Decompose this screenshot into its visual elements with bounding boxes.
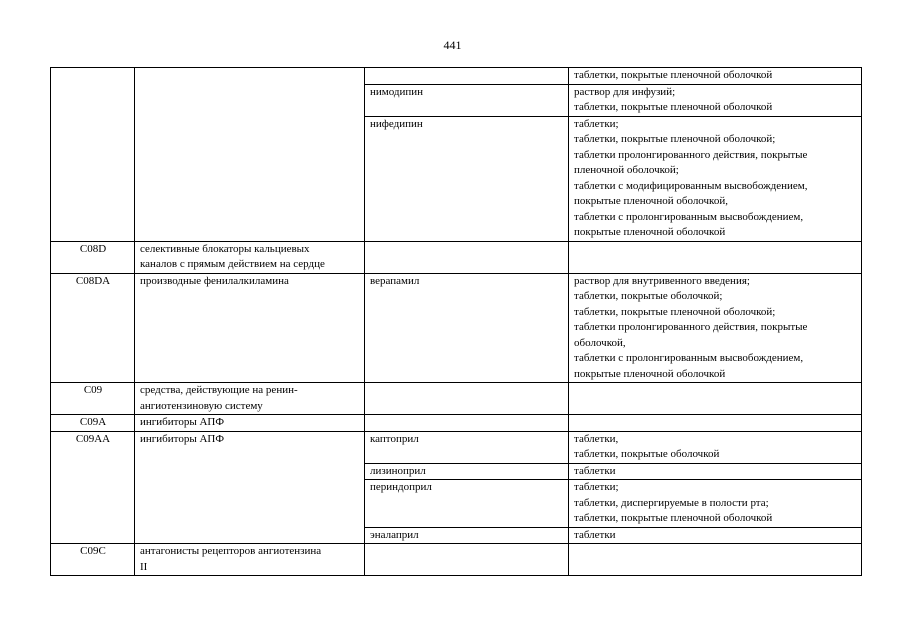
dosage-form-line: оболочкой, [574, 336, 626, 349]
drug-name-cell [365, 84, 569, 116]
dosage-form-line: таблетки, диспергируемые в полости рта; [574, 496, 769, 509]
dosage-form-line: покрытые пленочной оболочкой [574, 367, 726, 380]
drug-name: нифедипин [370, 117, 423, 130]
drug-name: верапамил [370, 274, 420, 287]
atc-code-cell: C09AA [51, 431, 135, 544]
group-name-line: каналов с прямым действием на сердце [140, 258, 325, 270]
drug-name-cell [365, 480, 569, 528]
drug-name-cell [365, 527, 569, 544]
group-name-cell [135, 415, 365, 432]
table-row [51, 241, 862, 273]
atc-code-cell: C08D [51, 241, 135, 273]
dosage-form-line: покрытые пленочной оболочкой, [574, 195, 728, 207]
drug-name-cell [365, 415, 569, 432]
dosage-form-line: таблетки, покрытые оболочкой [574, 448, 720, 460]
table-row [51, 415, 862, 432]
dosage-form-line: таблетки с пролонгированным высвобождением, [574, 352, 804, 364]
dosage-form-line: раствор для внутривенного введения; [574, 274, 750, 287]
dosage-form-line: таблетки [574, 464, 616, 477]
drug-name: эналаприл [370, 528, 419, 541]
table-row [51, 68, 862, 85]
dosage-forms-cell [569, 84, 862, 116]
group-name-line: средства, действующие на ренин- [140, 384, 298, 396]
dosage-form-line: раствор для инфузий; [574, 85, 676, 98]
dosage-form-line: таблетки пролонгированного действия, покрытые [574, 148, 808, 161]
dosage-form-line: таблетки, покрытые пленочной оболочкой [574, 101, 773, 113]
drug-name-cell [365, 544, 569, 576]
group-name-cell [135, 273, 365, 383]
drug-name: лизиноприл [370, 464, 426, 477]
dosage-form-line: таблетки, покрытые пленочной оболочкой [574, 512, 773, 524]
group-name-cell [135, 68, 365, 242]
dosage-forms-cell [569, 527, 862, 544]
dosage-forms-cell [569, 68, 862, 85]
group-name-line: селективные блокаторы кальциевых [140, 242, 310, 255]
dosage-forms-cell [569, 383, 862, 415]
table-row [51, 544, 862, 576]
group-name-line: ангиотензиновую систему [140, 399, 263, 412]
dosage-form-line: покрытые пленочной оболочкой [574, 226, 726, 238]
dosage-form-line: таблетки с модифицированным высвобождением, [574, 179, 808, 192]
dosage-forms-cell [569, 273, 862, 383]
medication-table [50, 67, 862, 576]
atc-code-cell: C09 [51, 383, 135, 415]
group-name-line: ингибиторы АПФ [140, 416, 225, 428]
group-name-line: производные фенилалкиламина [140, 274, 289, 287]
dosage-form-line: таблетки, [574, 432, 619, 445]
dosage-form-line: таблетки, покрытые пленочной оболочкой; [574, 305, 776, 318]
drug-name: каптоприл [370, 432, 419, 445]
dosage-forms-cell [569, 544, 862, 576]
drug-name-cell [365, 116, 569, 241]
dosage-forms-cell [569, 431, 862, 463]
page-number: 441 [443, 38, 462, 52]
table-row [51, 383, 862, 415]
dosage-forms-cell [569, 463, 862, 480]
dosage-form-line: пленочной оболочкой; [574, 164, 679, 176]
dosage-form-line: таблетки, покрытые оболочкой; [574, 290, 723, 302]
atc-code-cell: C09A [51, 415, 135, 432]
drug-name-cell [365, 431, 569, 463]
drug-name-cell [365, 273, 569, 383]
group-name-cell [135, 241, 365, 273]
dosage-forms-cell [569, 480, 862, 528]
dosage-form-line: таблетки [574, 528, 616, 541]
drug-name-cell [365, 68, 569, 85]
dosage-forms-cell [569, 241, 862, 273]
group-name-cell [135, 431, 365, 544]
atc-code-cell: C08DA [51, 273, 135, 383]
group-name-cell [135, 383, 365, 415]
atc-code-cell [51, 68, 135, 242]
dosage-form-line: таблетки, покрытые пленочной оболочкой; [574, 133, 776, 145]
dosage-forms-cell [569, 116, 862, 241]
group-name-line: II [140, 560, 148, 573]
group-name-line: ингибиторы АПФ [140, 432, 225, 445]
table-row [51, 431, 862, 463]
dosage-forms-cell [569, 415, 862, 432]
dosage-form-line: таблетки пролонгированного действия, покрытые [574, 321, 808, 333]
dosage-form-line: таблетки с пролонгированным высвобождением, [574, 210, 804, 223]
group-name-line: антагонисты рецепторов ангиотензина [140, 545, 322, 557]
dosage-form-line: таблетки, покрытые пленочной оболочкой [574, 69, 773, 81]
dosage-form-line: таблетки; [574, 117, 619, 130]
drug-name-cell [365, 383, 569, 415]
drug-name-cell [365, 463, 569, 480]
table-row [51, 273, 862, 383]
dosage-form-line: таблетки; [574, 481, 619, 493]
drug-name: нимодипин [370, 85, 424, 98]
drug-name: периндоприл [370, 481, 432, 493]
atc-code-cell: C09C [51, 544, 135, 576]
group-name-cell [135, 544, 365, 576]
drug-name-cell [365, 241, 569, 273]
